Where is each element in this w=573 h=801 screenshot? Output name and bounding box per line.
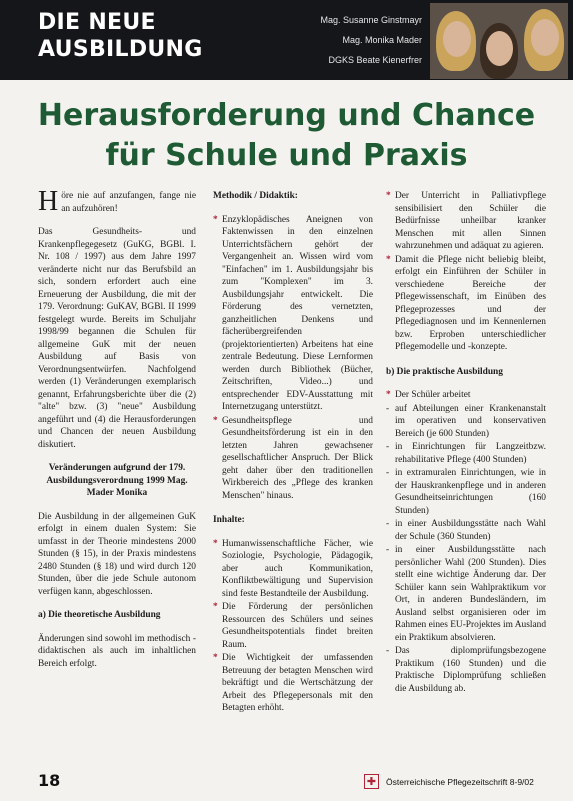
author-name: Mag. Monika Mader <box>342 35 422 45</box>
author-name: DGKS Beate Kienerfrer <box>328 55 422 65</box>
intro-quote <box>38 186 196 217</box>
section-heading: Inhalte: <box>213 515 245 525</box>
list-item: - in einer Ausbildungsstätte nach persönlicher Wahl (200 Stunden). Dies stellt eine wichtige Änderung dar. Der Schüler kann sein Wahlpraktikum vor Ort, in anderen Bundesländern, im Ausland selbst organisieren oder im Rahmen eines EU-Projektes im Ausland ein Praktikum absolvieren. <box>386 544 546 644</box>
list-item: * Gesundheitspflege und Gesundheitsförderung ist ein in den letzten Jahren gewachsener gesellschaftlicher Anspruch. Der Blick geht daher über den traditionellen Wirkbereich des „Pflege des kranken Menschen" hinaus. <box>213 415 373 503</box>
text-column-1 <box>38 186 196 681</box>
subsection-heading: Veränderungen aufgrund der 179. Ausbildungsverordnung 1999 Mag. Mader Monika <box>46 463 188 498</box>
cross-logo-icon: ✚ <box>364 774 379 789</box>
paragraph: Das Gesundheits- und Krankenpflegegesetz (GuKG, BGBl. I. Nr. 108 / 1997) aus dem Jahre 1997 veränderte nicht nur das Berufsbild an sich, sondern erfordert auch eine Erneuerung der Ausbildung, die mit der 179. Verordnung: GuKAV, BGBl. II 1999 festgelegt wurde. Bereits im Schuljahr 1998/99 begannen die Schulen für allgemeine GuK mit der neuen Ausbildung auf Basis von Verordnungsentwürfen. Nachfolgend werden (1) Veränderungen exemplarisch genannt, Erfahrungsberichte über die (2) "alte" bzw. (3) "neue" Ausbildung angeführt und (4) die Herausforderungen und Chancen der neuen Ausbildung diskutiert. <box>38 227 196 450</box>
list-item: - Das diplomprüfungsbezogene Praktikum (160 Stunden) und die Praktische Diplomprüfung schließen die Ausbildung ab. <box>386 645 546 695</box>
dropcap: H <box>38 186 59 217</box>
section-heading: b) Die praktische Ausbildung <box>386 366 503 377</box>
list-item: - in Einrichtungen für Langzeitbzw. rehabilitative Pflege (400 Stunden) <box>386 441 546 466</box>
list-item: * Enzyklopädisches Aneignen von Faktenwissen in den einzelnen Unterrichtsfächern gehört der Vergangenheit an. Wissen wird vom "Einfachen" im 1. Ausbildungsjahr bis zum "Komplexen" im 3. Ausbildungsjahr entwickelt. Die Förderung des vernetzten, ganzheitlichen Denkens und fächerübergreifenden (projektorientierten) Arbeitens hat eine zentrale Bedeutung. Diese Lernformen werden durch Bibliothek (Bücher, Zeitschriften, Video...) und entsprechender EDV-Ausstattung mit Internetzugang unterstützt. <box>213 214 373 414</box>
section-title <box>38 9 203 63</box>
author-list <box>300 10 422 70</box>
text-column-3 <box>386 190 546 707</box>
header-bar <box>0 0 573 80</box>
text-column-2 <box>213 190 373 727</box>
author-name: Mag. Susanne Ginstmayr <box>320 15 422 25</box>
list-item: * Damit die Pflege nicht beliebig bleibt, erfolgt ein Einführen der Schüler in verschiedene Bereiche der Pflegewissenschaft, im Einüben des Pflegeprozesses und der Pflegediagnosen und im Kennenlernen bzw. Erproben unterschiedlicher Pflegemodelle und -konzepte. <box>386 254 546 354</box>
intro-text: öre nie auf anzufangen, fange nie an aufzuhören! <box>61 191 196 214</box>
list-item: - in extramuralen Einrichtungen, wie in der Hauskrankenpflege und in anderen Gesundheitseinrichtungen (160 Stunden) <box>386 467 546 517</box>
paragraph: Die Ausbildung in der allgemeinen GuK erfolgt in einem dualen System: Sie umfasst in der Theorie mindestens 2000 Stunden (§ 15), in der Praxis mindestens 2480 Stunden (§ 18) und wird durch 120 Stunden, über die jede Schule autonom verfügen kann, abgeschlossen. <box>38 511 196 597</box>
list-item: * Die Förderung der persönlichen Ressourcen des Schülers und seines Gesundheitspotentials findet breiten Raum. <box>213 601 373 651</box>
headline-line2: für Schule und Praxis <box>105 138 468 173</box>
bullet-list <box>213 538 373 715</box>
list-item: * Humanwissenschaftliche Fächer, wie Soziologie, Psychologie, Pädagogik, aber auch Kommunikation, Konfliktbewältigung und Supervision sind feste Bestandteile der Ausbildung. <box>213 538 373 601</box>
paragraph: Änderungen sind sowohl im methodisch - didaktischen als auch im inhaltlichen Bereich erfolgt. <box>38 633 196 669</box>
list-item: * Die Wichtigkeit der umfassenden Betreuung der betagten Menschen wird bekräftigt und die Wertschätzung der Arbeit des Pflegepersonals mit den Betagten erhöht. <box>213 652 373 715</box>
bullet-list <box>213 214 373 503</box>
article-headline <box>0 96 573 176</box>
authors-photo <box>430 3 568 79</box>
journal-name: Österreichische Pflegezeitschrift 8-9/02 <box>386 777 534 787</box>
list-item: - in einer Ausbildungsstätte nach Wahl der Schule (360 Stunden) <box>386 518 546 543</box>
bullet-list <box>386 389 546 695</box>
section-title-line1: DIE NEUE <box>38 10 156 35</box>
section-title-line2: AUSBILDUNG <box>38 37 203 62</box>
list-item: * Der Unterricht in Palliativpflege sensibilisiert den Schüler die Bedürfnisse unheilbar kranker Menschen mit allen Sinnen wahrzunehmen und adäquat zu agieren. <box>386 190 546 253</box>
section-heading: a) Die theoretische Ausbildung <box>38 610 161 620</box>
section-heading: Methodik / Didaktik: <box>213 191 298 201</box>
bullet-list <box>386 190 546 354</box>
page-number: 18 <box>38 771 61 790</box>
list-item: * Der Schüler arbeitet <box>386 389 546 402</box>
list-item: - auf Abteilungen einer Krankenanstalt im operativen und konservativen Bereich (je 600 Stunden) <box>386 403 546 441</box>
headline-line1: Herausforderung und Chance <box>37 98 536 133</box>
